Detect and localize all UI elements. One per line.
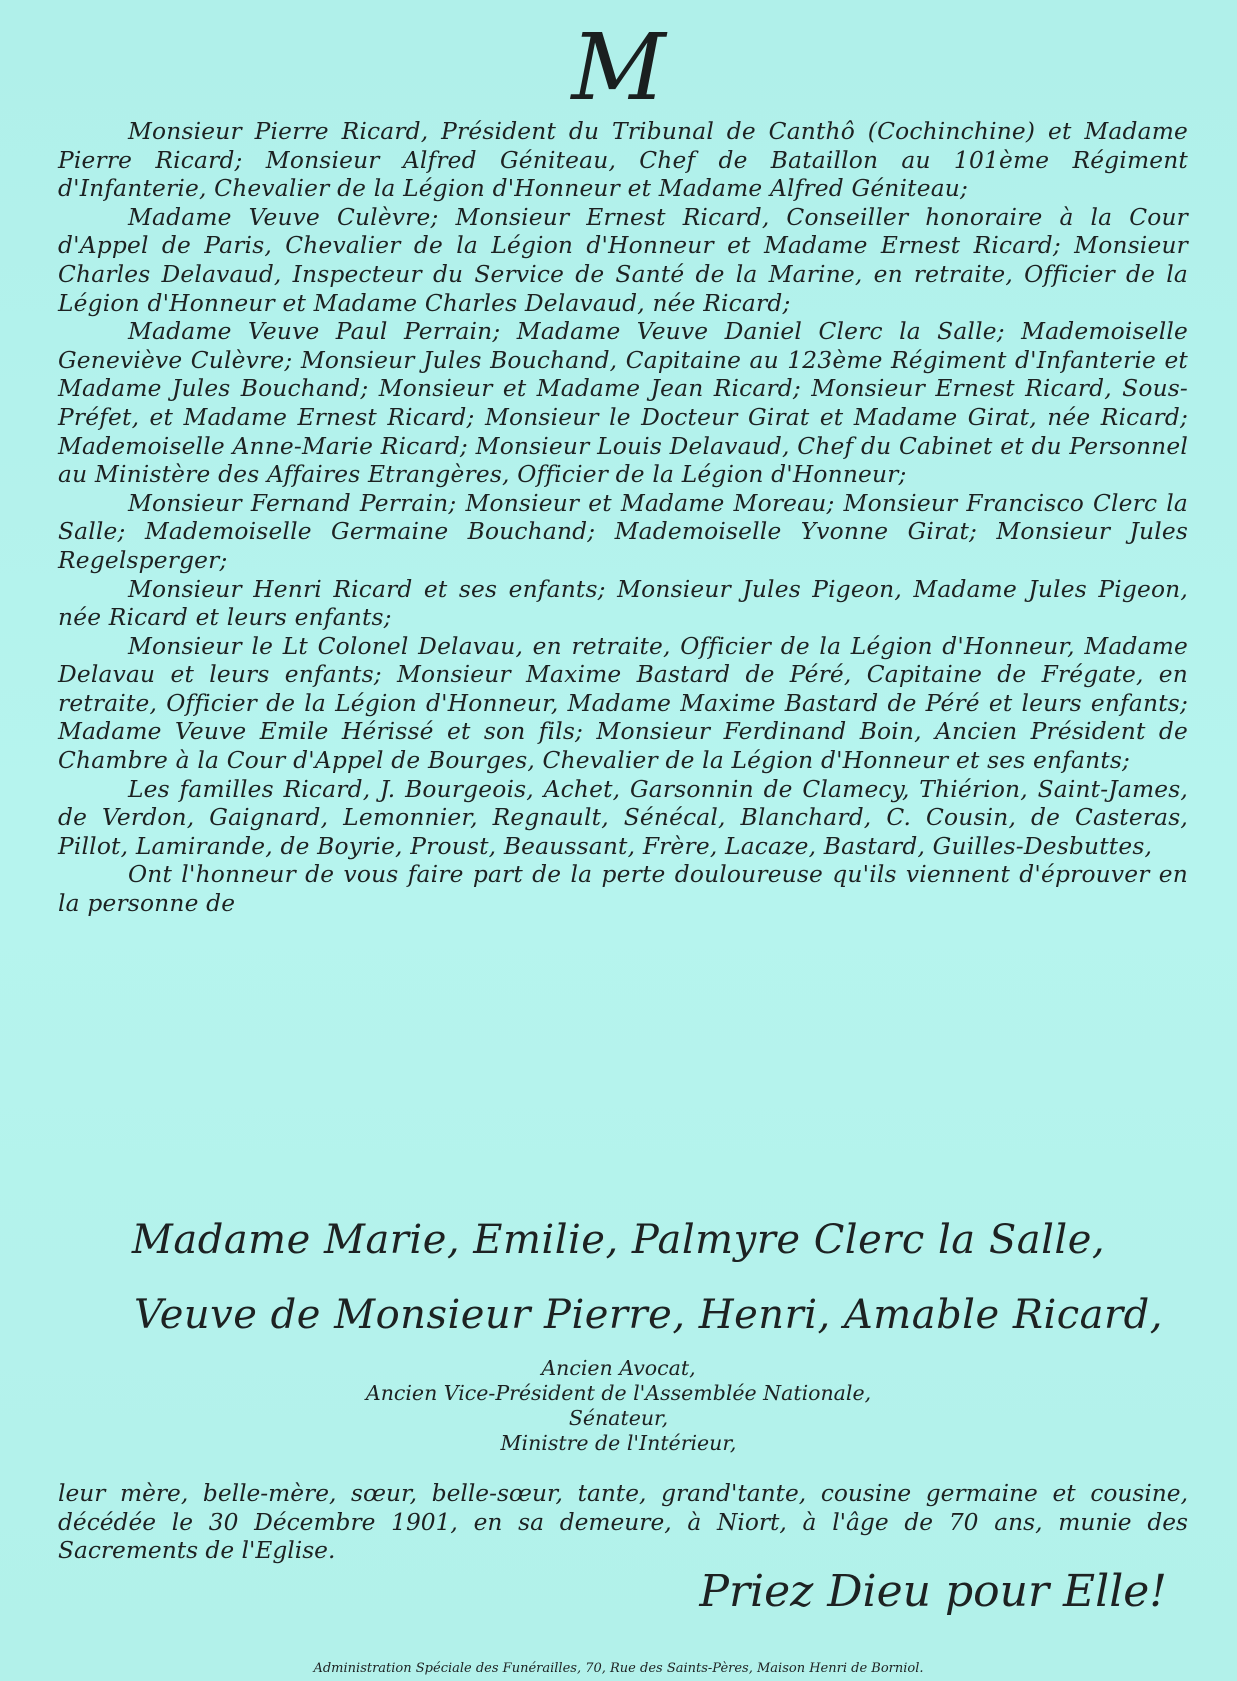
husband-titles bbox=[0, 1356, 1237, 1456]
closing-prayer: Priez Dieu pour Elle! bbox=[699, 1566, 1167, 1617]
title-line: Sénateur, bbox=[568, 1406, 669, 1430]
paragraph-announcement: Ont l'honneur de vous faire part de la perte douloureuse qu'ils viennent d'éprouver en la personne de bbox=[58, 861, 1188, 918]
printer-footer: Administration Spéciale des Funérailles, 70, Rue des Saints-Pères, Maison Henri de Borniol. bbox=[313, 1661, 924, 1676]
title-line: Ancien Vice-Président de l'Assemblée Nationale, bbox=[365, 1381, 872, 1405]
paragraph-family-5: Monsieur Henri Ricard et ses enfants; Monsieur Jules Pigeon, Madame Jules Pigeon, née Ricard et leurs enfants; bbox=[58, 575, 1188, 632]
deceased-name: Madame Marie, Emilie, Palmyre Clerc la Salle, bbox=[131, 1217, 1106, 1263]
paragraph-family-1: Monsieur Pierre Ricard, Président du Tribunal de Canthô (Cochinchine) et Madame Pierre Ricard; Monsieur Alfred Géniteau, Chef de Bataillon au 101ème Régiment d'Infanterie, Chevalier de la Légion d'Honneur et Madame Alfred Géniteau; bbox=[58, 118, 1188, 203]
title-line: Ancien Avocat, bbox=[541, 1356, 696, 1380]
widow-of-line: Veuve de Monsieur Pierre, Henri, Amable Ricard, bbox=[134, 1292, 1163, 1338]
paragraph-family-3: Madame Veuve Paul Perrain; Madame Veuve Daniel Clerc la Salle; Mademoiselle Geneviève Culèvre; Monsieur Jules Bouchand, Capitaine au 123ème Régiment d'Infanterie et Madame Jules Bouchand; Monsieur et Madame Jean Ricard; Monsieur Ernest Ricard, Sous-Préfet, et Madame Ernest Ricard; Monsieur le Docteur Girat et Madame Girat, née Ricard; Mademoiselle Anne-Marie Ricard; Monsieur Louis Delavaud, Chef du Cabinet et du Personnel au Ministère des Affaires Etrangères, Officier de la Légion d'Honneur; bbox=[58, 318, 1188, 489]
paragraph-family-2: Madame Veuve Culèvre; Monsieur Ernest Ricard, Conseiller honoraire à la Cour d'Appel de Paris, Chevalier de la Légion d'Honneur et Madame Ernest Ricard; Monsieur Charles Delavaud, Inspecteur du Service de Santé de la Marine, en retraite, Officier de la Légion d'Honneur et Madame Charles Delavaud, née Ricard; bbox=[58, 203, 1188, 317]
paragraph-family-4: Monsieur Fernand Perrain; Monsieur et Madame Moreau; Monsieur Francisco Clerc la Salle; Mademoiselle Germaine Bouchand; Mademoiselle Yvonne Girat; Monsieur Jules Regelsperger; bbox=[58, 489, 1188, 574]
paragraph-families-list: Les familles Ricard, J. Bourgeois, Achet, Garsonnin de Clamecy, Thiérion, Saint-James, de Verdon, Gaignard, Lemonnier, Regnault, Sénécal, Blanchard, C. Cousin, de Casteras, Pillot, Lamirande, de Boyrie, Proust, Beaussant, Frère, Lacaze, Bastard, Guilles-Desbuttes, bbox=[58, 775, 1188, 860]
paragraph-family-6: Monsieur le Lt Colonel Delavau, en retraite, Officier de la Légion d'Honneur, Madame Delavau et leurs enfants; Monsieur Maxime Bastard de Péré, Capitaine de Frégate, en retraite, Officier de la Légion d'Honneur, Madame Maxime Bastard de Péré et leurs enfants; Madame Veuve Emile Hérissé et son fils; Monsieur Ferdinand Boin, Ancien Président de Chambre à la Cour d'Appel de Bourges, Chevalier de la Légion d'Honneur et ses enfants; bbox=[58, 632, 1188, 775]
decorative-initial: M bbox=[571, 14, 666, 121]
notice-body bbox=[58, 118, 1188, 919]
relations-paragraph: leur mère, belle-mère, sœur, belle-sœur, tante, grand'tante, cousine germaine et cousine, décédée le 30 Décembre 1901, en sa demeure, à Niort, à l'âge de 70 ans, munie des Sacrements de l'Eglise. bbox=[58, 1480, 1188, 1565]
title-line: Ministre de l'Intérieur, bbox=[500, 1431, 737, 1455]
